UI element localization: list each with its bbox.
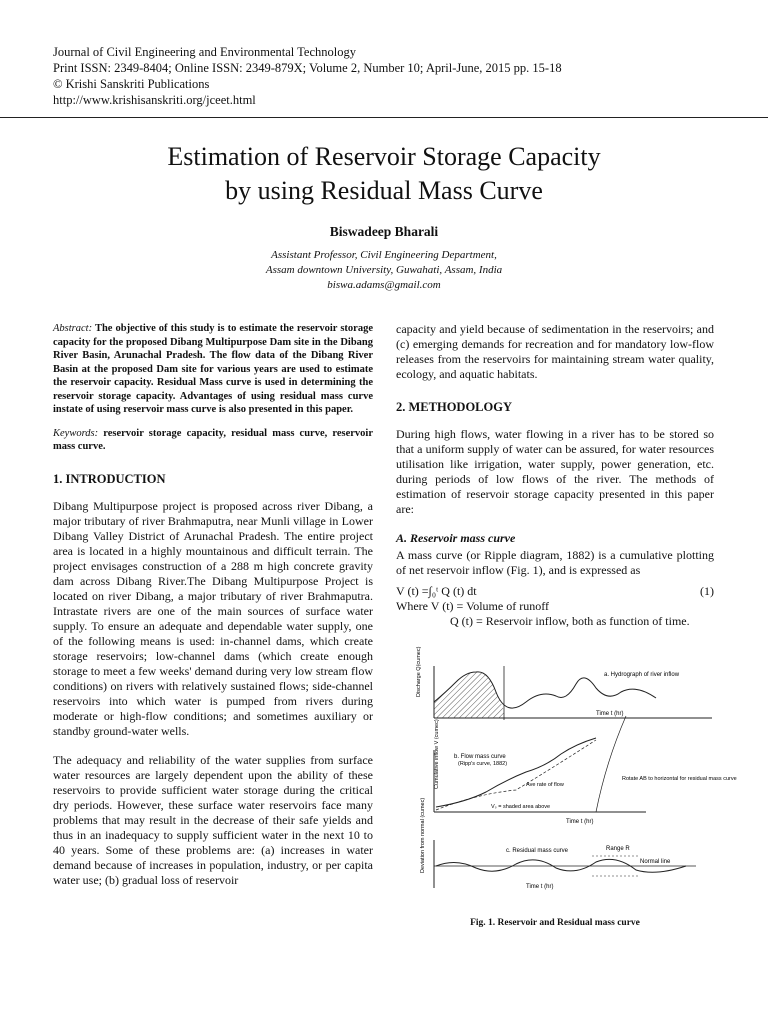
panel-c-ylabel: Deviation from normal (cumec) xyxy=(420,797,426,873)
keywords-label: Keywords: xyxy=(53,427,99,439)
title-line-1: Estimation of Reservoir Storage Capacity xyxy=(167,142,601,171)
intro-paragraph-1: Dibang Multipurpose project is proposed across river Dibang, a major tributary of river Brahmaputra, near Munli village in Lower Dibang Valley District of Arunachal Pradesh. The entire project area is located in a highly mountainous and difficult terrain. The project envisages construction of a 288 m high concrete gravity dam across Dibang River.The Dibang Multipurpose Project is located on river Dibang, a major tributary of river Brahmaputra. Intrastate rivers are one of the main sources of surface water supply. To ensure an adequate and dependable water supply, one of the following means is used: in-channel dams, which create storage reservoirs; low-channel dams (which create enough storage to meet a few weeks' demand during very low stream flow conditions) on rivers with relatively sustained flows; side-channel reservoirs into which water is pumped from rivers during moderate or high-flow conditions; and sometimes auxiliary or standby ground-water wells. xyxy=(53,498,373,738)
panel-c-normal: Normal line xyxy=(640,859,671,865)
mass-curve-paragraph: A mass curve (or Ripple diagram, 1882) is a cumulative plotting of net reservoir inflow (Fig. 1), and is expressed as xyxy=(396,548,714,577)
equation-1 xyxy=(396,584,714,599)
abstract-label: Abstract: xyxy=(53,323,93,334)
affiliation-line-1: Assistant Professor, Civil Engineering Department, xyxy=(271,249,497,261)
journal-issn: Print ISSN: 2349-8404; Online ISSN: 2349-879X; Volume 2, Number 10; April-June, 2015 pp. 15-18 xyxy=(53,61,562,75)
title-line-2: by using Residual Mass Curve xyxy=(225,176,543,205)
where-line-2: Q (t) = Reservoir inflow, both as function of time. xyxy=(450,614,690,628)
panel-b-shaded: Vₛ = shaded area above xyxy=(491,804,551,810)
panel-b-label-1: b. Flow mass curve xyxy=(454,754,506,760)
author-email[interactable]: biswa.adams@gmail.com xyxy=(327,279,441,291)
right-column xyxy=(396,322,714,629)
panel-a-label: a. Hydrograph of river inflow xyxy=(604,672,680,678)
methodology-paragraph: During high flows, water flowing in a river has to be stored so that a uniform supply of water can be assured, for water resources utilisation like irrigation, water supply, power generation, etc. during periods of low flows of the river. The methods of estimation of reservoir storage capacity presented in this paper are: xyxy=(396,427,714,516)
equation-text: V (t) =∫₀ᵗ Q (t) dt xyxy=(396,584,477,598)
affiliation-line-2: Assam downtown University, Guwahati, Assam, India xyxy=(265,264,503,276)
panel-a-time: Time t (hr) xyxy=(596,711,624,717)
equation-number: (1) xyxy=(700,584,714,598)
journal-name: Journal of Civil Engineering and Environmental Technology xyxy=(53,45,356,59)
panel-b-time: Time t (hr) xyxy=(566,819,594,825)
header-rule xyxy=(0,117,768,118)
subsection-a-heading: A. Reservoir mass curve xyxy=(396,531,516,545)
abstract-text: The objective of this study is to estimate the reservoir storage capacity for the proposed Dibang Multipurpose Dam site in the Dibang River Basin, Arunachal Pradesh. The flow data of the Dibang River Basin at the proposed Dam site for various years are used to estimate the reservoir capacity. Residual Mass curve is used in determining the reservoir storage capacity. Advantages of using residual mass curve instate of using reservoir mass curve is also presented in this paper. xyxy=(53,323,373,415)
panel-b-mass-curve xyxy=(434,716,737,825)
journal-url[interactable]: http://www.krishisanskriti.org/jceet.html xyxy=(53,93,256,107)
intro-heading: 1. INTRODUCTION xyxy=(53,471,166,486)
left-column xyxy=(53,322,373,888)
panel-b-rotate: Rotate AB to horizontal for residual mass curve xyxy=(622,776,737,782)
keywords xyxy=(53,427,373,454)
author-name: Biswadeep Bharali xyxy=(329,224,439,239)
panel-a-ylabel: Discharge Q(cumec) xyxy=(416,646,422,697)
journal-header xyxy=(53,44,562,108)
panel-c-label: c. Residual mass curve xyxy=(506,848,569,854)
panel-a-hydrograph xyxy=(416,646,712,720)
figure-caption: Fig. 1. Reservoir and Residual mass curve xyxy=(470,918,640,928)
methodology-heading: 2. METHODOLOGY xyxy=(396,400,512,414)
affiliation xyxy=(0,248,768,293)
journal-publisher: © Krishi Sanskriti Publications xyxy=(53,77,210,91)
figure-1 xyxy=(396,646,737,898)
panel-c-residual-curve xyxy=(420,798,696,890)
where-line-1: Where V (t) = Volume of runoff xyxy=(396,599,549,613)
keywords-text: reservoir storage capacity, residual mass curve, reservoir mass curve. xyxy=(53,427,373,452)
panel-c-range: Range R xyxy=(606,846,630,852)
panel-b-ylabel: Cumulative inflow V (cumec) xyxy=(434,719,440,789)
paper-title xyxy=(0,140,768,208)
abstract xyxy=(53,322,373,417)
panel-b-rate: Ave rate of flow xyxy=(526,782,564,788)
panel-c-time: Time t (hr) xyxy=(526,884,554,890)
panel-b-label-2: (Ripp's curve, 1882) xyxy=(458,761,508,767)
right-paragraph-0: capacity and yield because of sedimentation in the reservoirs; and (c) emerging demands for recreation and for mandatory low-flow releases from the reservoirs for maintaining stream water quality, ecology, and aquatic habitats. xyxy=(396,322,714,381)
intro-paragraph-2: The adequacy and reliability of the water supplies from surface water resources are largely dependent upon the ability of these reservoirs to provide sufficient water storage during the critical dry periods. However, these surface water reservoirs face many problems that may result in the decrease of their safe yields and thus in an inadequacy to supply sufficient water in the next 10 to 40 years. Some of these problems are: (a) increases in water demand because of increases in population, industry, or per capita water use; (b) gradual loss of reservoir xyxy=(53,752,373,887)
